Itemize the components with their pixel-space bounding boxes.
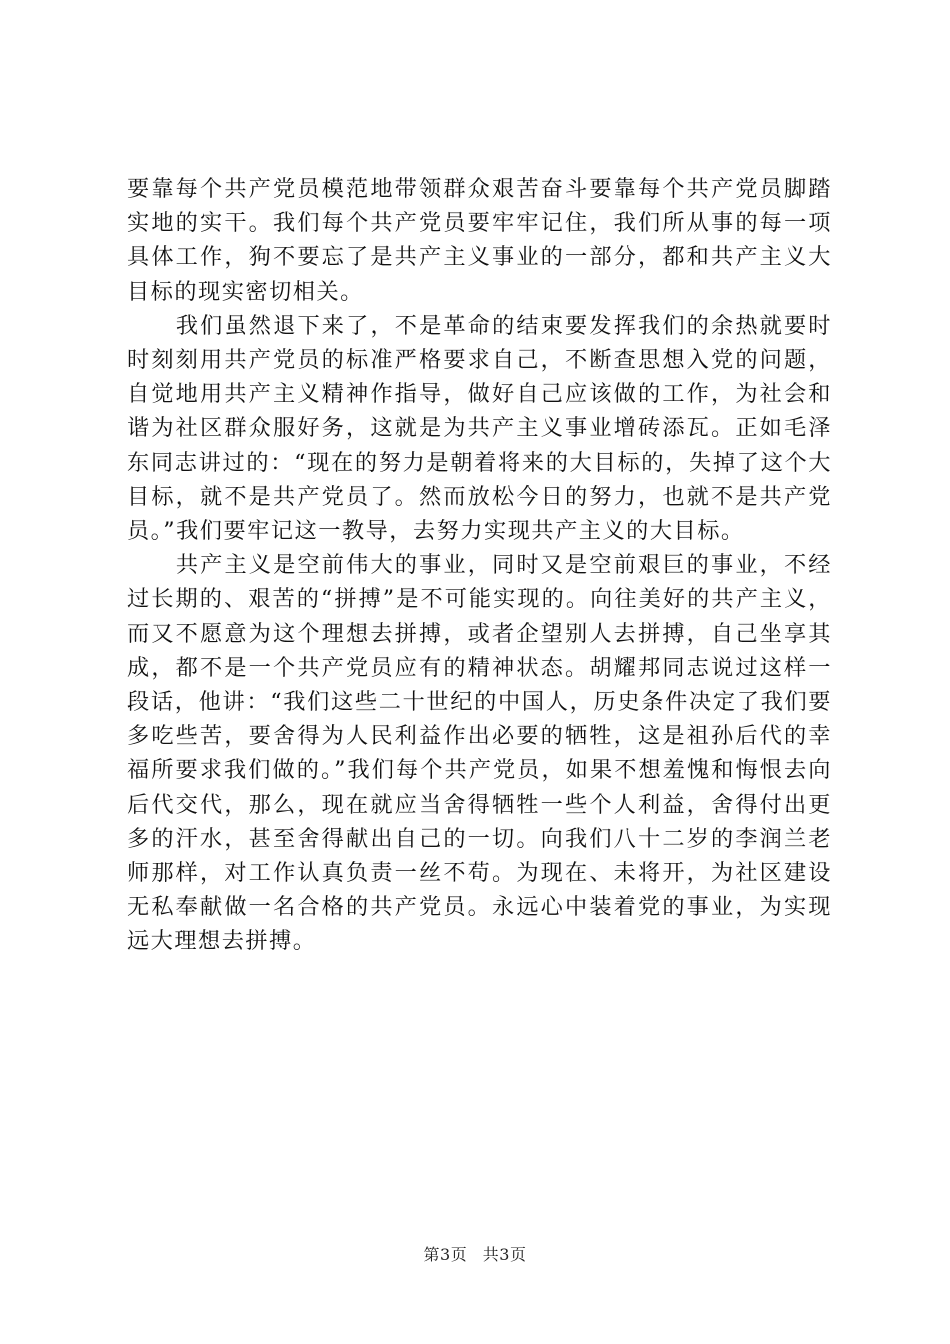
paragraph-1: 要靠每个共产党员模范地带领群众艰苦奋斗要靠每个共产党员脚踏实地的实干。我们每个共产党员要牢牢记住，我们所从事的每一项具体工作，狗不要忘了是共产主义事业的一部分，都和共产主义大目标的现实密切相关。 [127,176,832,305]
paragraph-3: 共产主义是空前伟大的事业，同时又是空前艰巨的事业，不经过长期的、艰苦的“拼搏”是不可能实现的。向往美好的共产主义，而又不愿意为这个理想去拼搏，或者企望别人去拼搏，自己坐享其成，都不是一个共产党员应有的精神状态。胡耀邦同志说过这样一段话，他讲：“我们这些二十世纪的中国人，历史条件决定了我们要多吃些苦，要舍得为人民利益作出必要的牺牲，这是祖孙后代的幸福所要求我们做的。”我们每个共产党员，如果不想羞愧和悔恨去向后代交代，那么，现在就应当舍得牺牲一些个人利益，舍得付出更多的汗水，甚至舍得献出自己的一切。向我们八十二岁的李润兰老师那样，对工作认真负责一丝不苟。为现在、未将开，为社区建设无私奉献做一名合格的共产党员。永远心中装着党的事业，为实现远大理想去拼搏。 [127,552,832,955]
document-body [127,172,832,959]
page-footer [0,1244,950,1266]
page-total: 共3页 [482,1245,527,1264]
paragraph-2: 我们虽然退下来了，不是革命的结束要发挥我们的余热就要时时刻刻用共产党员的标准严格要求自己，不断查思想入党的问题，自觉地用共产主义精神作指导，做好自己应该做的工作，为社会和谐为社区群众服好务，这就是为共产主义事业增砖添瓦。正如毛泽东同志讲过的：“现在的努力是朝着将来的大目标的，失掉了这个大目标，就不是共产党员了。然而放松今日的努力，也就不是共产党员。”我们要牢记这一教导，去努力实现共产主义的大目标。 [127,312,832,545]
page-number: 第3页 [423,1245,468,1264]
